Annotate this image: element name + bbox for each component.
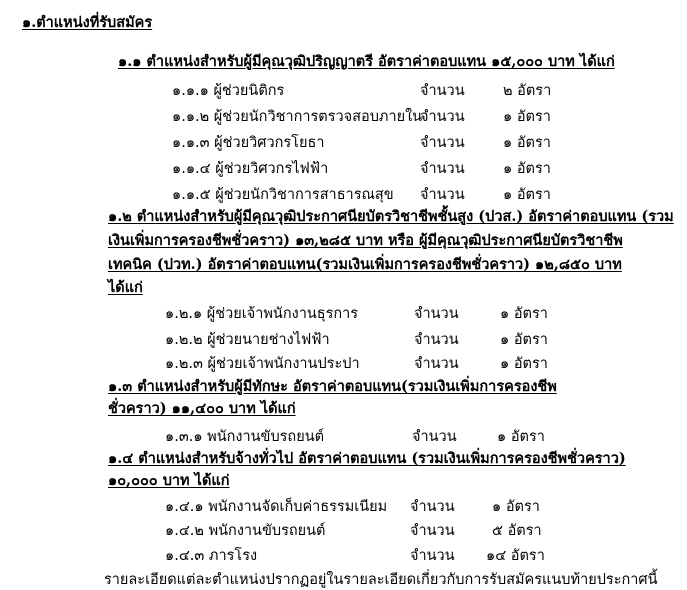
position-label: ๑.๒.๒ ผู้ช่วยนายช่างไฟฟ้า xyxy=(165,332,330,348)
section-1-1-title: ๑.๑ ตำแหน่งสำหรับผู้มีคุณวุฒิปริญญาตรี อัตราค่าตอบแทน ๑๕,๐๐๐ บาท ได้แก่ xyxy=(118,53,615,70)
count-label: จำนวน xyxy=(412,429,457,445)
position-label: ๑.๒.๓ ผู้ช่วยเจ้าพนักงานประปา xyxy=(165,356,360,372)
position-label: ๑.๑.๒ ผู้ช่วยนักวิชาการตรวจสอบภายใน xyxy=(172,109,423,125)
count-label: จำนวน xyxy=(420,161,465,177)
position-label: ๑.๑.๑ ผู้ช่วยนิติกร xyxy=(172,83,285,99)
count-label: จำนวน xyxy=(414,332,459,348)
count-label: จำนวน xyxy=(414,356,459,372)
position-count: ๑ อัตรา xyxy=(497,429,545,445)
section-1-2-title-line-4: ได้แก่ xyxy=(108,279,143,296)
position-count: ๑ อัตรา xyxy=(492,499,540,515)
count-label: จำนวน xyxy=(420,135,465,151)
section-1-4-title-line-2: ๑๐,๐๐๐ บาท ได้แก่ xyxy=(108,472,230,489)
position-count: ๑ อัตรา xyxy=(500,332,548,348)
position-label: ๑.๔.๓ ภารโรง xyxy=(165,548,258,564)
position-count: ๑ อัตรา xyxy=(500,306,548,322)
position-label: ๑.๔.๑ พนักงานจัดเก็บค่าธรรมเนียม xyxy=(165,499,388,515)
count-label: จำนวน xyxy=(414,306,459,322)
position-label: ๑.๑.๔ ผู้ช่วยวิศวกรไฟฟ้า xyxy=(172,161,329,177)
position-count: ๒ อัตรา xyxy=(503,83,552,99)
section-1-2-title-line-3: เทคนิค (ปวท.) อัตราค่าตอบแทน(รวมเงินเพิ่มการครองชีพชั่วคราว) ๑๒,๘๕๐ บาท xyxy=(108,256,622,273)
position-count: ๑ อัตรา xyxy=(500,356,548,372)
position-label: ๑.๒.๑ ผู้ช่วยเจ้าพนักงานธุรการ xyxy=(165,306,359,322)
position-label: ๑.๑.๓ ผู้ช่วยวิศวกรโยธา xyxy=(172,135,325,151)
position-count: ๑ อัตรา xyxy=(503,109,551,125)
count-label: จำนวน xyxy=(410,499,455,515)
position-label: ๑.๔.๒ พนักงานขับรถยนต์ xyxy=(165,523,326,539)
position-label: ๑.๑.๕ ผู้ช่วยนักวิชาการสาธารณสุข xyxy=(172,187,394,203)
section-1-2-title-line-1: ๑.๒ ตำแหน่งสำหรับผู้มีคุณวุฒิประกาศนียบัตรวิชาชีพชั้นสูง (ปวส.) อัตราค่าตอบแทน (รวม xyxy=(108,208,674,225)
section-1-2-title-line-2: เงินเพิ่มการครองชีพชั่วคราว) ๑๓,๒๘๕ บาท หรือ ผู้มีคุณวุฒิประกาศนียบัตรวิชาชีพ xyxy=(108,232,623,249)
footer-note: รายละเอียดแต่ละตำแหน่งปรากฏอยู่ในรายละเอียดเกี่ยวกับการรับสมัครแนบท้ายประกาศนี้ xyxy=(104,572,658,588)
position-count: ๑๔ อัตรา xyxy=(486,548,545,564)
count-label: จำนวน xyxy=(410,523,455,539)
count-label: จำนวน xyxy=(420,109,465,125)
section-1-3-title-line-1: ๑.๓ ตำแหน่งสำหรับผู้มีทักษะ อัตราค่าตอบแทน(รวมเงินเพิ่มการครองชีพ xyxy=(108,378,557,395)
section-heading: ๑.ตำแหน่งที่รับสมัคร xyxy=(22,14,153,31)
position-count: ๕ อัตรา xyxy=(492,523,542,539)
position-count: ๑ อัตรา xyxy=(503,161,551,177)
section-1-4-title-line-1: ๑.๔ ตำแหน่งสำหรับจ้างทั่วไป อัตราค่าตอบแทน (รวมเงินเพิ่มการครองชีพชั่วคราว) xyxy=(108,450,626,467)
position-label: ๑.๓.๑ พนักงานขับรถยนต์ xyxy=(165,429,325,445)
count-label: จำนวน xyxy=(420,187,465,203)
position-count: ๑ อัตรา xyxy=(503,187,551,203)
section-1-3-title-line-2: ชั่วคราว) ๑๑,๔๐๐ บาท ได้แก่ xyxy=(108,400,296,417)
count-label: จำนวน xyxy=(410,548,455,564)
position-count: ๑ อัตรา xyxy=(503,135,551,151)
count-label: จำนวน xyxy=(420,83,465,99)
